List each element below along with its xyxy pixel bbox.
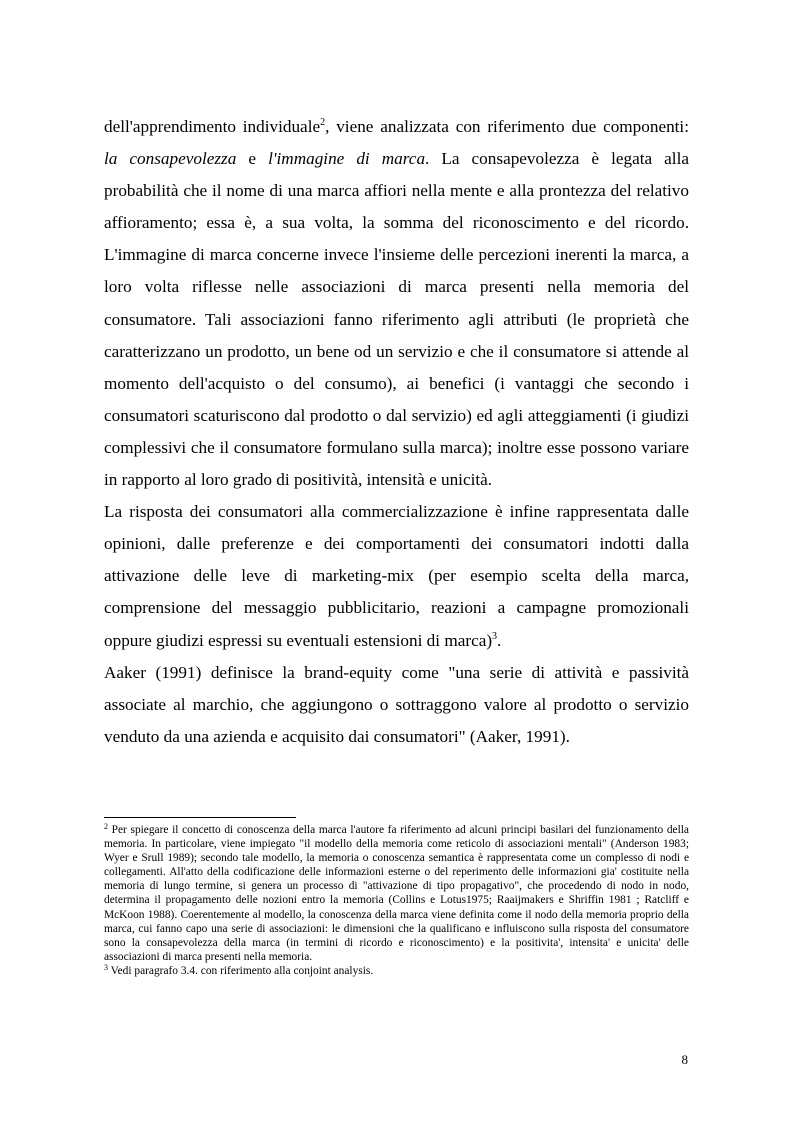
term-immagine-di-marca: l'immagine di marca	[268, 149, 426, 169]
footnote-text: Vedi paragrafo 3.4. con riferimento alla conjoint analysis.	[108, 964, 374, 977]
paragraph-2-end: .	[497, 630, 502, 650]
paragraph-3	[104, 657, 689, 753]
paragraph-1-text: e	[236, 149, 269, 169]
footnote-number: 3	[104, 962, 108, 972]
paragraph-1-start: dell'apprendimento individuale	[104, 117, 321, 136]
term-consapevolezza: la consapevolezza	[104, 149, 237, 169]
paragraph-1-text: . La consapevolezza è legata alla probabilità che il nome di una marca affiori nella mente e alla prontezza del relativo affioramento; essa è, a sua volta, la somma del riconoscimento e del ricordo. L'immagine di marca concerne invece l'insieme delle percezioni inerenti la marca, a loro volta riflesse nelle associazioni di marca presenti nella memoria del consumatore. Tali associazioni fanno riferimento agli attributi (le proprietà che caratterizzano un prodotto, un bene od un servizio e che il consumatore si attende al momento dell'acquisto o del consumo), ai benefici (i vantaggi che secondo i consumatori scaturiscono dal prodotto o dal servizio) ed agli atteggiamenti (i giudizi complessivi che il consumatore formulano sulla marca); inoltre esse possono variare in rapporto al loro grado di positività, intensità e unicità.	[104, 149, 689, 490]
footnote-3	[104, 964, 689, 978]
body-text	[104, 111, 689, 753]
footnote-ref-3: 3	[492, 630, 498, 642]
footnote-number: 2	[104, 822, 108, 831]
footnote-ref-2: 2	[320, 117, 326, 128]
paragraph-1	[104, 111, 689, 496]
footnote-2	[104, 823, 689, 964]
footnote-text: Per spiegare il concetto di conoscenza della marca l'autore fa riferimento ad alcuni principi basilari del funzionamento della memoria. In particolare, viene impiegato "il modello della memoria come reticolo di associazioni mentali" (Anderson 1983; Wyer e Srull 1989); secondo tale modello, la memoria o conoscenza semantica è rappresentata come un complesso di nodi e collegamenti. All'atto della codificazione delle informazioni esterne o del reperimento delle informazioni gia' costituite nella memoria di lungo termine, si genera un processo di "attivazione di tipo propagativo", che procedendo di nodo in nodo, determina il propagamento delle nozioni entro la memoria (Collins e Lotus1975; Raaijmakers e Shriffin 1981 ; Ratcliff e McKoon 1988). Coerentemente al modello, la conoscenza della marca viene definita come il nodo della memoria proprio della marca, cui fanno capo una serie di associazioni: le dimensioni che la qualificano e influiscono sulla risposta del consumatore sono la consapevolezza della marca (in termini di ricordo e riconoscimento) e la positivita', intensita' e unicita' delle associazioni di marca presenti nella memoria.	[104, 824, 689, 963]
page-number: 8	[681, 1052, 688, 1067]
paragraph-2	[104, 496, 689, 656]
paragraph-3-text: Aaker (1991) definisce la brand-equity come "una serie di attività e passività associate al marchio, che aggiungono o sottraggono valore al prodotto o servizio venduto da una azienda e acquisito dai consumatori" (Aaker, 1991).	[104, 662, 689, 746]
footnotes	[104, 823, 689, 978]
footnote-separator	[104, 817, 296, 818]
paragraph-2-text: La risposta dei consumatori alla commercializzazione è infine rappresentata dalle opinioni, dalle preferenze e dei comportamenti dei consumatori indotti dalla attivazione delle leve di marketing-mix (per esempio scelta della marca, comprensione del messaggio pubblicitario, reazioni a campagne promozionali oppure giudizi espressi su eventuali estensioni di marca)	[104, 502, 689, 650]
paragraph-1-text: , viene analizzata con riferimento due componenti:	[325, 117, 689, 136]
